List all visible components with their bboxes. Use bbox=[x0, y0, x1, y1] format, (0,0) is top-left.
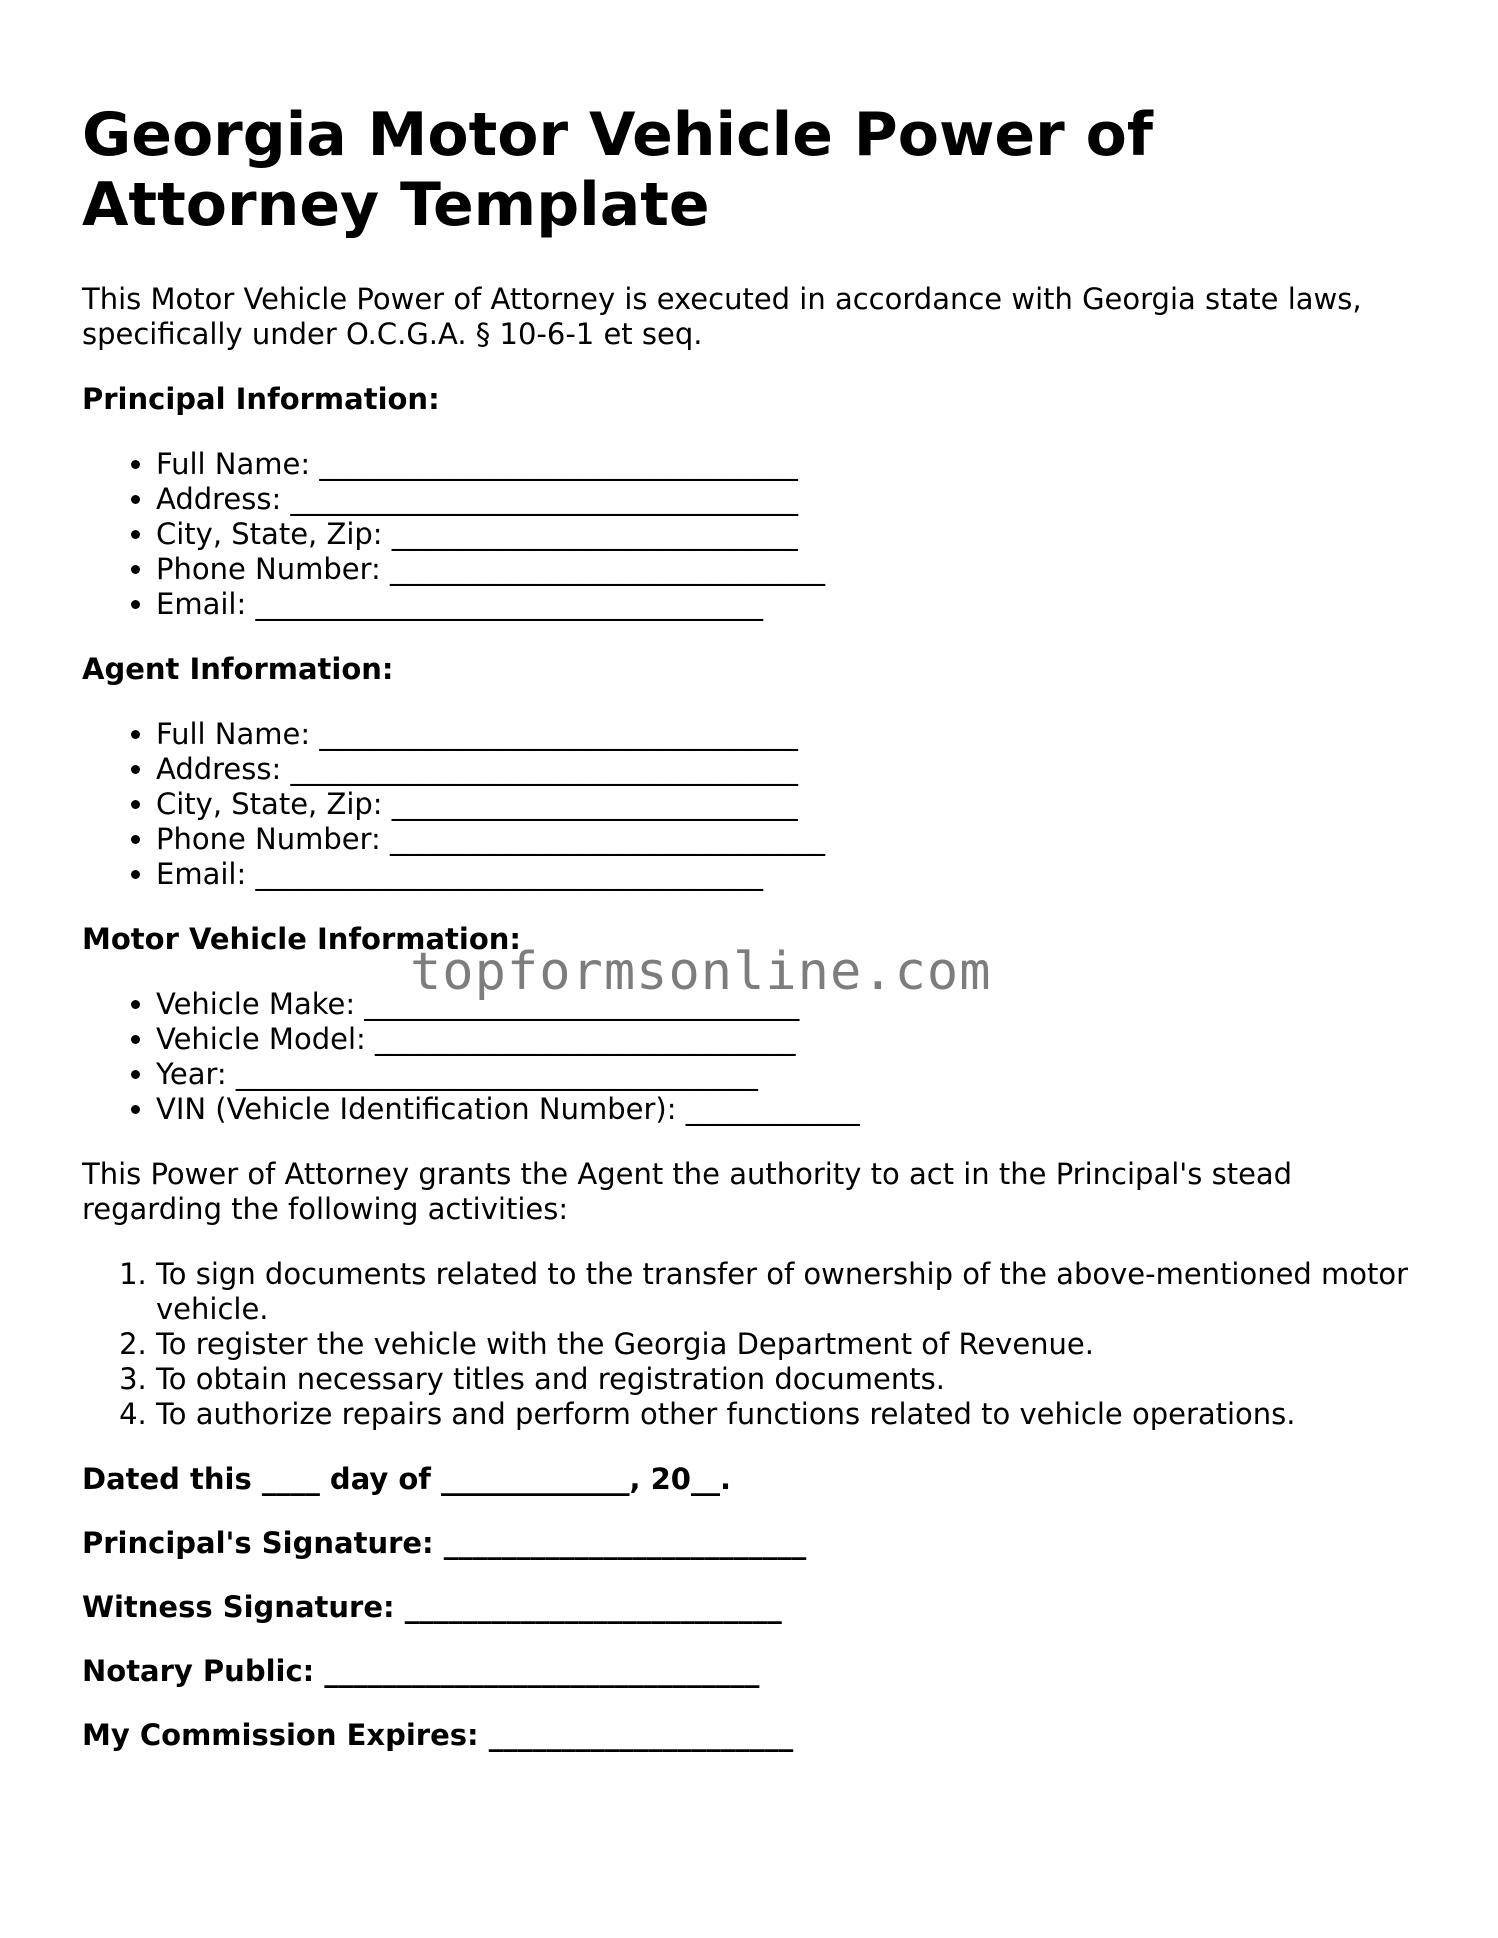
agent-address-field[interactable]: • Address: ___________________________________ bbox=[156, 752, 1422, 787]
agent-email-field[interactable]: • Email: ___________________________________ bbox=[156, 857, 1422, 892]
activity-item: 4. To authorize repairs and perform other functions related to vehicle operations. bbox=[156, 1397, 1436, 1432]
agent-city-state-zip-field[interactable]: • City, State, Zip: ____________________________ bbox=[156, 787, 1422, 822]
principal-heading: Principal Information: bbox=[82, 382, 440, 416]
principal-email-field[interactable]: • Email: ___________________________________ bbox=[156, 587, 1422, 622]
intro-paragraph: This Motor Vehicle Power of Attorney is executed in accordance with Georgia state laws, specifically under O.C.G.A. § 10-6-1 et seq. bbox=[82, 282, 1362, 351]
principal-signature-line[interactable]: Principal's Signature: _________________________ bbox=[82, 1526, 807, 1560]
grant-paragraph: This Power of Attorney grants the Agent the authority to act in the Principal's stead regarding the following activities: bbox=[82, 1157, 1293, 1226]
agent-phone-field[interactable]: • Phone Number: ______________________________ bbox=[156, 822, 1422, 857]
witness-signature-line[interactable]: Witness Signature: __________________________ bbox=[82, 1590, 782, 1624]
agent-full-name-field[interactable]: • Full Name: _________________________________ bbox=[156, 717, 1422, 752]
activity-item: 3. To obtain necessary titles and registration documents. bbox=[156, 1362, 1436, 1397]
document-page bbox=[82, 100, 1422, 1782]
agent-fields bbox=[82, 717, 1422, 892]
notary-public-line[interactable]: Notary Public: ______________________________ bbox=[82, 1654, 760, 1688]
vehicle-fields bbox=[82, 987, 1422, 1127]
principal-city-state-zip-field[interactable]: • City, State, Zip: ____________________________ bbox=[156, 517, 1422, 552]
principal-full-name-field[interactable]: • Full Name: _________________________________ bbox=[156, 447, 1422, 482]
activities-list bbox=[82, 1257, 1436, 1432]
dated-line[interactable]: Dated this ____ day of _____________, 20__. bbox=[82, 1462, 731, 1496]
commission-expires-line[interactable]: My Commission Expires: _____________________ bbox=[82, 1718, 794, 1752]
vehicle-year-field[interactable]: • Year: ____________________________________ bbox=[156, 1057, 1422, 1092]
agent-heading: Agent Information: bbox=[82, 652, 394, 686]
activity-item: 2. To register the vehicle with the Georgia Department of Revenue. bbox=[156, 1327, 1436, 1362]
vehicle-heading: Motor Vehicle Information: bbox=[82, 922, 522, 956]
vehicle-model-field[interactable]: • Vehicle Model: _____________________________ bbox=[156, 1022, 1422, 1057]
principal-fields bbox=[82, 447, 1422, 622]
activity-item: 1. To sign documents related to the transfer of ownership of the above-mentioned motor vehicle. bbox=[156, 1257, 1436, 1327]
principal-phone-field[interactable]: • Phone Number: ______________________________ bbox=[156, 552, 1422, 587]
principal-address-field[interactable]: • Address: ___________________________________ bbox=[156, 482, 1422, 517]
vehicle-make-field[interactable]: • Vehicle Make: ______________________________ bbox=[156, 987, 1422, 1022]
vehicle-vin-field[interactable]: • VIN (Vehicle Identification Number): ____________ bbox=[156, 1092, 1422, 1127]
document-title: Georgia Motor Vehicle Power of Attorney Template bbox=[82, 100, 1153, 240]
watermark: topformsonline.com bbox=[410, 942, 992, 1002]
